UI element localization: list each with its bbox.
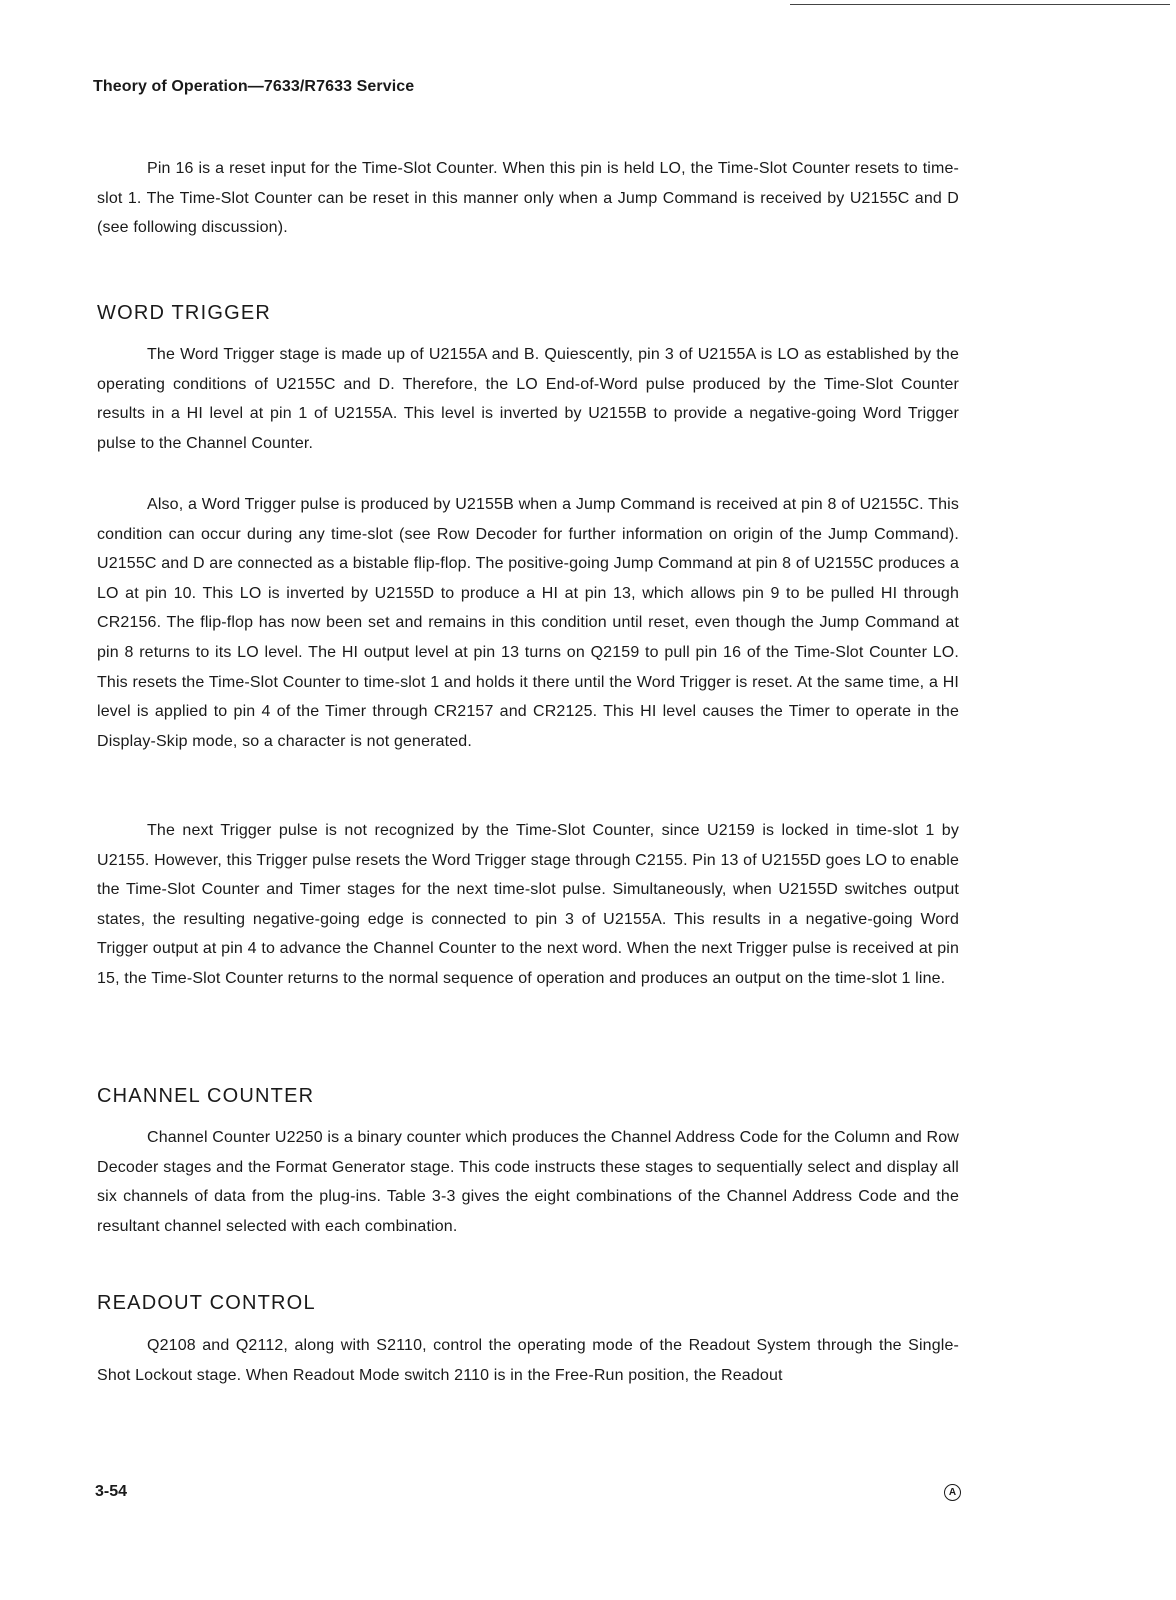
page-number: 3-54: [95, 1483, 128, 1500]
word-trigger-paragraph-1: The Word Trigger stage is made up of U2155A and B. Quiescently, pin 3 of U2155A is LO as established by the operating conditions of U2155C and D. Therefore, the LO End-of-Word pulse produced by the Time-Slot Counter results in a HI level at pin 1 of U2155A. This level is inverted by U2155B to provide a negative-going Word Trigger pulse to the Channel Counter.: [97, 346, 959, 452]
running-head: Theory of Operation—7633/R7633 Service: [93, 78, 415, 95]
section-heading-word-trigger: WORD TRIGGER: [97, 302, 272, 324]
intro-paragraph: Pin 16 is a reset input for the Time-Slot Counter. When this pin is held LO, the Time-Slot Counter resets to time-slot 1. The Time-Slot Counter can be reset in this manner only when a Jump Command is received by U2155C and D (see following discussion).: [97, 160, 959, 237]
section-heading-readout-control: READOUT CONTROL: [97, 1292, 316, 1314]
top-rule: [790, 4, 1170, 5]
readout-control-paragraph: Q2108 and Q2112, along with S2110, control the operating mode of the Readout System through the Single-Shot Lockout stage. When Readout Mode switch 2110 is in the Free-Run position, the Readout: [97, 1337, 959, 1384]
publisher-mark-icon: A: [944, 1484, 961, 1501]
section-heading-channel-counter: CHANNEL COUNTER: [97, 1085, 315, 1107]
channel-counter-paragraph: Channel Counter U2250 is a binary counter which produces the Channel Address Code for the Column and Row Decoder stages and the Format Generator stage. This code instructs these stages to sequentially select and display all six channels of data from the plug-ins. Table 3-3 gives the eight combinations of the Channel Address Code and the resultant channel selected with each combination.: [97, 1129, 959, 1235]
word-trigger-paragraph-3: The next Trigger pulse is not recognized by the Time-Slot Counter, since U2159 is locked in time-slot 1 by U2155. However, this Trigger pulse resets the Word Trigger stage through C2155. Pin 13 of U2155D goes LO to enable the Time-Slot Counter and Timer stages for the next time-slot pulse. Simultaneously, when U2155D switches output states, the resulting negative-going edge is connected to pin 3 of U2155A. This results in a negative-going Word Trigger output at pin 4 to advance the Channel Counter to the next word. When the next Trigger pulse is received at pin 15, the Time-Slot Counter returns to the normal sequence of operation and produces an output on the time-slot 1 line.: [97, 822, 959, 987]
word-trigger-paragraph-2: Also, a Word Trigger pulse is produced by U2155B when a Jump Command is received at pin 8 of U2155C. This condition can occur during any time-slot (see Row Decoder for further information on origin of the Jump Command). U2155C and D are connected as a bistable flip-flop. The positive-going Jump Command at pin 8 of U2155C produces a LO at pin 10. This LO is inverted by U2155D to produce a HI at pin 13, which allows pin 9 to be pulled HI through CR2156. The flip-flop has now been set and remains in this condition until reset, even though the Jump Command at pin 8 returns to its LO level. The HI output level at pin 13 turns on Q2159 to pull pin 16 of the Time-Slot Counter LO. This resets the Time-Slot Counter to time-slot 1 and holds it there until the Word Trigger is reset. At the same time, a HI level is applied to pin 4 of the Timer through CR2157 and CR2125. This HI level causes the Timer to operate in the Display-Skip mode, so a character is not generated.: [97, 496, 959, 750]
